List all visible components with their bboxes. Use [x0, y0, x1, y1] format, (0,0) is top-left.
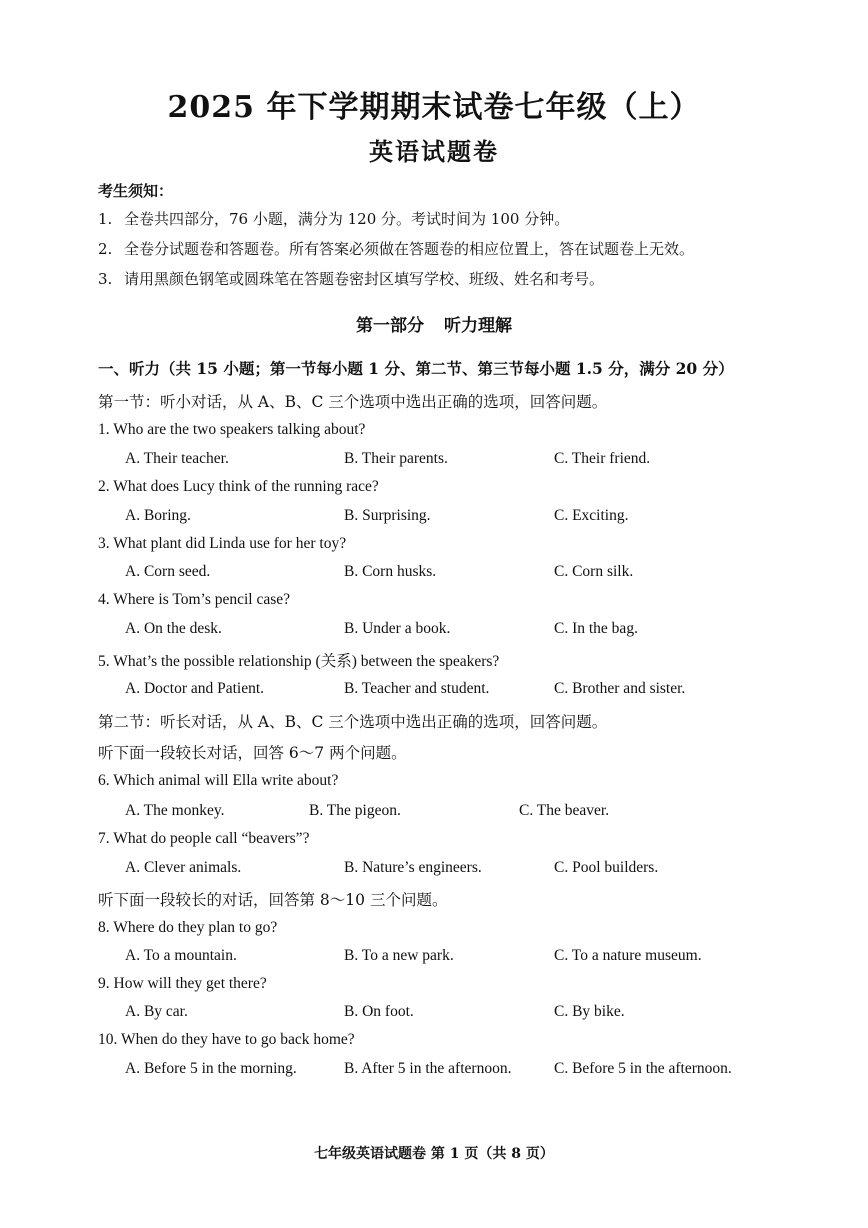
- question-1-option-a: A. Their teacher.: [125, 450, 229, 467]
- question-9-option-a: A. By car.: [125, 1003, 188, 1020]
- question-9-option-c: C. By bike.: [554, 1003, 625, 1020]
- question-2-option-b: B. Surprising.: [344, 507, 431, 524]
- notice-item-number: 1.: [98, 210, 113, 228]
- question-4-option-b: B. Under a book.: [344, 620, 451, 637]
- question-3-option-a: A. Corn seed.: [125, 563, 211, 580]
- question-3-option-b: B. Corn husks.: [344, 563, 437, 580]
- page-footer: 七年级英语试题卷 第 1 页（共 8 页）: [314, 1146, 554, 1162]
- question-1-option-b: B. Their parents.: [344, 450, 448, 467]
- question-10-option-c: C. Before 5 in the afternoon.: [554, 1060, 732, 1077]
- part-title: 第一部分 听力理解: [356, 316, 512, 336]
- notice-item-text: 全卷分试题卷和答题卷。所有答案必须做在答题卷的相应位置上，答在试题卷上无效。: [124, 240, 695, 258]
- question-6-option-c: C. The beaver.: [519, 802, 610, 819]
- question-8-option-b: B. To a new park.: [344, 947, 454, 964]
- question-10: 10. When do they have to go back home?: [98, 1031, 355, 1048]
- question-9-option-b: B. On foot.: [344, 1003, 414, 1020]
- question-5-option-c: C. Brother and sister.: [554, 680, 686, 697]
- dialog-2-instruction: 听下面一段较长的对话，回答第 8～10 三个问题。: [98, 891, 448, 909]
- dialog-1-instruction: 听下面一段较长对话，回答 6～7 两个问题。: [98, 744, 407, 762]
- question-6: 6. Which animal will Ella write about?: [98, 772, 339, 789]
- section-2-instruction: 第二节：听长对话，从 A、B、C 三个选项中选出正确的选项，回答问题。: [98, 713, 608, 731]
- notice-item-number: 2.: [98, 240, 113, 258]
- question-6-option-a: A. The monkey.: [125, 802, 225, 819]
- question-7-option-a: A. Clever animals.: [125, 859, 242, 876]
- notice-item-number: 3.: [98, 270, 113, 288]
- question-10-option-a: A. Before 5 in the morning.: [125, 1060, 297, 1077]
- question-1: 1. Who are the two speakers talking about?: [98, 421, 366, 438]
- section-heading: 一、听力（共 15 小题；第一节每小题 1 分、第二节、第三节每小题 1.5 分，满分 20 分）: [98, 359, 734, 378]
- question-7: 7. What do people call “beavers”?: [98, 830, 310, 847]
- question-4-option-c: C. In the bag.: [554, 620, 638, 637]
- question-5: 5. What’s the possible relationship (关系) between the speakers?: [98, 653, 500, 670]
- question-10-option-b: B. After 5 in the afternoon.: [344, 1060, 512, 1077]
- question-2: 2. What does Lucy think of the running race?: [98, 478, 379, 495]
- question-8-option-a: A. To a mountain.: [125, 947, 237, 964]
- question-3-option-c: C. Corn silk.: [554, 563, 634, 580]
- question-8: 8. Where do they plan to go?: [98, 919, 278, 936]
- notice-item: [98, 208, 569, 229]
- question-3: 3. What plant did Linda use for her toy?: [98, 535, 347, 552]
- question-2-option-a: A. Boring.: [125, 507, 191, 524]
- notice-item-text: 全卷共四部分，76 小题，满分为 120 分。考试时间为 100 分钟。: [124, 210, 570, 228]
- question-5-option-b: B. Teacher and student.: [344, 680, 490, 697]
- notice-item-text: 请用黑颜色钢笔或圆珠笔在答题卷密封区填写学校、班级、姓名和考号。: [124, 270, 605, 288]
- question-2-option-c: C. Exciting.: [554, 507, 629, 524]
- notice-item: [98, 268, 604, 289]
- notice-item: [98, 238, 694, 259]
- question-5-option-a: A. Doctor and Patient.: [125, 680, 265, 697]
- section-1-instruction: 第一节：听小对话，从 A、B、C 三个选项中选出正确的选项，回答问题。: [98, 393, 608, 411]
- question-8-option-c: C. To a nature museum.: [554, 947, 702, 964]
- question-9: 9. How will they get there?: [98, 975, 267, 992]
- question-7-option-c: C. Pool builders.: [554, 859, 659, 876]
- question-4: 4. Where is Tom’s pencil case?: [98, 591, 291, 608]
- exam-subtitle: 英语试题卷: [369, 137, 499, 166]
- question-1-option-c: C. Their friend.: [554, 450, 651, 467]
- notice-heading: 考生须知：: [98, 182, 174, 200]
- question-4-option-a: A. On the desk.: [125, 620, 222, 637]
- exam-title: 2025 年下学期期末试卷七年级（上）: [167, 90, 701, 125]
- question-7-option-b: B. Nature’s engineers.: [344, 859, 482, 876]
- question-6-option-b: B. The pigeon.: [309, 802, 401, 819]
